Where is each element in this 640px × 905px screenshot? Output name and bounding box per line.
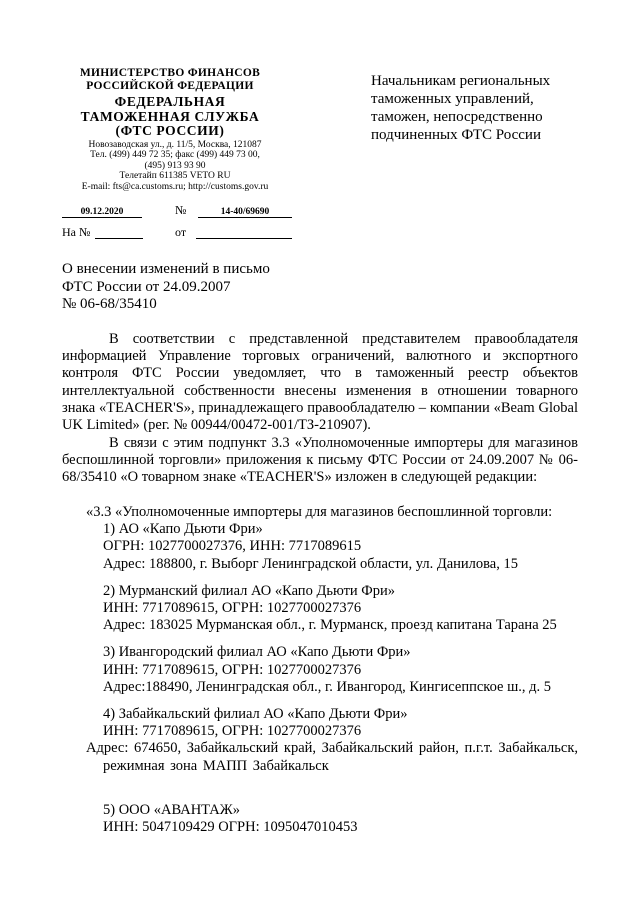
list-item-address: Адрес: 188800, г. Выборг Ленинградской области, ул. Данилова, 15 bbox=[103, 555, 518, 572]
contact-phone-2: (495) 913 93 90 bbox=[144, 160, 206, 171]
list-item-title: 4) Забайкальский филиал АО «Капо Дьюти Фри» bbox=[103, 706, 408, 723]
registration-date: 09.12.2020 bbox=[62, 207, 142, 218]
ministry-name bbox=[70, 67, 270, 93]
list-item-title: 5) ООО «АВАНТАЖ» bbox=[103, 801, 241, 818]
list-item-address: Адрес: 674650, Забайкальский край, Забайкальский район, п.г.т. Забайкальск, режимная зона МАПП Забайкальск bbox=[86, 740, 578, 774]
list-item-ids: ИНН: 7717089615, ОГРН: 1027700027376 bbox=[103, 600, 362, 617]
subject-line-1: О внесении изменений в письмо bbox=[62, 261, 270, 277]
list-item-ids: ИНН: 7717089615, ОГРН: 1027700027376 bbox=[103, 661, 362, 678]
recipient-line-4: подчиненных ФТС России bbox=[371, 127, 541, 143]
service-name bbox=[70, 95, 270, 139]
recipient-line-1: Начальникам региональных bbox=[371, 73, 551, 89]
list-heading: «3.3 «Уполномоченные импортеры для магазинов беспошлинной торговли: bbox=[86, 504, 553, 520]
reply-reference-row bbox=[62, 224, 302, 242]
list-item-address: Адрес: 183025 Мурманская обл., г. Мурманск, проезд капитана Тарана 25 bbox=[103, 617, 557, 634]
from-label: от bbox=[175, 225, 187, 239]
subject-line-3: № 06-68/35410 bbox=[62, 296, 157, 312]
letter-subject bbox=[62, 261, 332, 314]
ministry-line-1: МИНИСТЕРСТВО ФИНАНСОВ bbox=[79, 67, 261, 79]
service-line-3: (ФТС РОССИИ) bbox=[115, 123, 225, 138]
recipient-line-2: таможенных управлений, bbox=[371, 91, 534, 107]
reply-date-line bbox=[196, 224, 292, 239]
contact-block bbox=[60, 140, 290, 192]
contact-email: E-mail: fts@ca.customs.ru; http://customs.gov.ru bbox=[81, 181, 269, 192]
registration-date-row bbox=[62, 203, 302, 223]
list-item-ids: ОГРН: 1027700027376, ИНН: 7717089615 bbox=[103, 538, 362, 555]
list-item bbox=[86, 802, 578, 836]
list-item-ids: ИНН: 5047109429 ОГРН: 1095047010453 bbox=[103, 819, 358, 836]
number-sign: № bbox=[175, 203, 187, 217]
ministry-line-2: РОССИЙСКОЙ ФЕДЕРАЦИИ bbox=[86, 80, 254, 92]
list-item bbox=[86, 706, 578, 775]
list-item-address: Адрес:188490, Ленинградская обл., г. Ивангород, Кингисеппское ш., д. 5 bbox=[103, 678, 551, 695]
list-item bbox=[86, 583, 578, 635]
contact-address: Новозаводская ул., д. 11/5, Москва, 121087 bbox=[88, 140, 262, 150]
body-paragraph-1: В соответствии с представленной представителем правообладателя информацией Управление торговых ограничений, валютного и экспортного контроля ФТС России уведомляет, что в таможенный реестр объектов интеллектуальной собственности внесены изменения в отношении товарного знака «TEACHER'S», принадлежащего правообладателю – компании «Beam Global UK Limited» (рег. № 00944/00472-001/ТЗ-210907). bbox=[62, 331, 578, 434]
registration-number: 14-40/69690 bbox=[198, 207, 292, 218]
recipient-line-3: таможен, непосредственно bbox=[371, 109, 543, 125]
list-item-ids: ИНН: 7717089615, ОГРН: 1027700027376 bbox=[103, 723, 362, 740]
reply-number-line bbox=[95, 224, 143, 239]
contact-teletype: Телетайп 611385 VETO RU bbox=[119, 171, 231, 182]
importers-list bbox=[86, 504, 578, 836]
list-item bbox=[86, 521, 578, 573]
on-no-label: На № bbox=[62, 225, 91, 239]
subject-line-2: ФТС России от 24.09.2007 bbox=[62, 278, 231, 295]
service-line-2: ТАМОЖЕННАЯ СЛУЖБА bbox=[80, 108, 260, 124]
list-item bbox=[86, 644, 578, 696]
body-paragraph-2: В связи с этим подпункт 3.3 «Уполномоченные импортеры для магазинов беспошлинной торговли» приложения к письму ФТС России от 24.09.2007 № 06-68/35410 «О товарном знаке «TEACHER'S» изложен в следующей редакции: bbox=[62, 435, 578, 486]
service-line-1: ФЕДЕРАЛЬНАЯ bbox=[114, 94, 226, 109]
list-item-title: 1) АО «Капо Дьюти Фри» bbox=[103, 521, 263, 538]
list-item-title: 2) Мурманский филиал АО «Капо Дьюти Фри» bbox=[103, 582, 396, 599]
list-item-title: 3) Ивангородский филиал АО «Капо Дьюти Фри» bbox=[103, 644, 411, 661]
recipient-block bbox=[371, 72, 611, 144]
contact-phone: Тел. (499) 449 72 35; факс (499) 449 73 00, bbox=[90, 150, 260, 161]
